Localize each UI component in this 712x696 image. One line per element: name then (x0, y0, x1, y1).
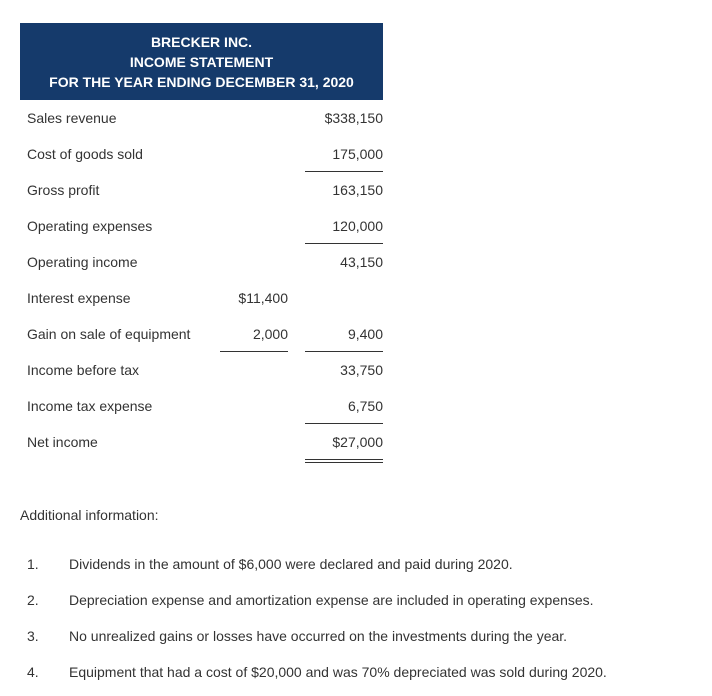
statement-title: INCOME STATEMENT (129, 54, 274, 70)
list-item (0, 592, 712, 612)
table-row (0, 389, 712, 425)
list-item (0, 664, 712, 684)
table-row (0, 281, 712, 317)
underline-col1 (220, 351, 288, 352)
row-label: Gain on sale of equipment (27, 326, 191, 342)
list-item-text: No unrealized gains or losses have occurred on the investments during the year. (69, 628, 568, 644)
list-item-text: Dividends in the amount of $6,000 were declared and paid during 2020. (69, 556, 513, 572)
list-item (0, 628, 712, 648)
list-item-number: 1. (27, 556, 39, 572)
table-row (0, 317, 712, 353)
additional-info-heading: Additional information: (20, 507, 159, 523)
table-row (0, 209, 712, 245)
list-item-number: 2. (27, 592, 39, 608)
list-item-text: Equipment that had a cost of $20,000 and was 70% depreciated was sold during 2020. (69, 664, 607, 680)
table-row (0, 353, 712, 389)
row-label: Operating income (27, 254, 138, 270)
row-amount-col2: 6,750 (347, 398, 383, 414)
underline-col2 (305, 243, 383, 244)
row-amount-col1: $11,400 (238, 290, 288, 306)
row-amount-col2: 43,150 (340, 254, 383, 270)
underline-col2 (305, 423, 383, 424)
row-label: Income tax expense (27, 398, 153, 414)
row-label: Gross profit (27, 182, 100, 198)
underline-col2 (305, 351, 383, 352)
company-name: BRECKER INC. (150, 34, 253, 50)
table-row (0, 101, 712, 137)
underline-col2 (305, 171, 383, 172)
row-amount-col2: 175,000 (332, 146, 383, 162)
row-label: Income before tax (27, 362, 140, 378)
statement-header (20, 23, 383, 100)
list-item (0, 556, 712, 576)
row-amount-col2: 33,750 (340, 362, 383, 378)
row-label: Sales revenue (27, 110, 117, 126)
row-amount-col1: 2,000 (252, 326, 288, 342)
row-amount-col2: 9,400 (347, 326, 383, 342)
double-underline-col2 (305, 459, 383, 463)
list-item-number: 3. (27, 628, 39, 644)
statement-period: FOR THE YEAR ENDING DECEMBER 31, 2020 (49, 74, 354, 90)
table-row (0, 425, 712, 461)
table-row (0, 137, 712, 173)
list-item-number: 4. (27, 664, 39, 680)
row-label: Operating expenses (27, 218, 153, 234)
row-amount-col2: $338,150 (324, 110, 383, 126)
row-amount-col2: $27,000 (332, 434, 383, 450)
row-label: Cost of goods sold (27, 146, 143, 162)
list-item-text: Depreciation expense and amortization expense are included in operating expenses. (69, 592, 594, 608)
row-amount-col2: 163,150 (332, 182, 383, 198)
row-label: Interest expense (27, 290, 131, 306)
table-row (0, 173, 712, 209)
table-row (0, 245, 712, 281)
row-amount-col2: 120,000 (332, 218, 383, 234)
row-label: Net income (27, 434, 98, 450)
